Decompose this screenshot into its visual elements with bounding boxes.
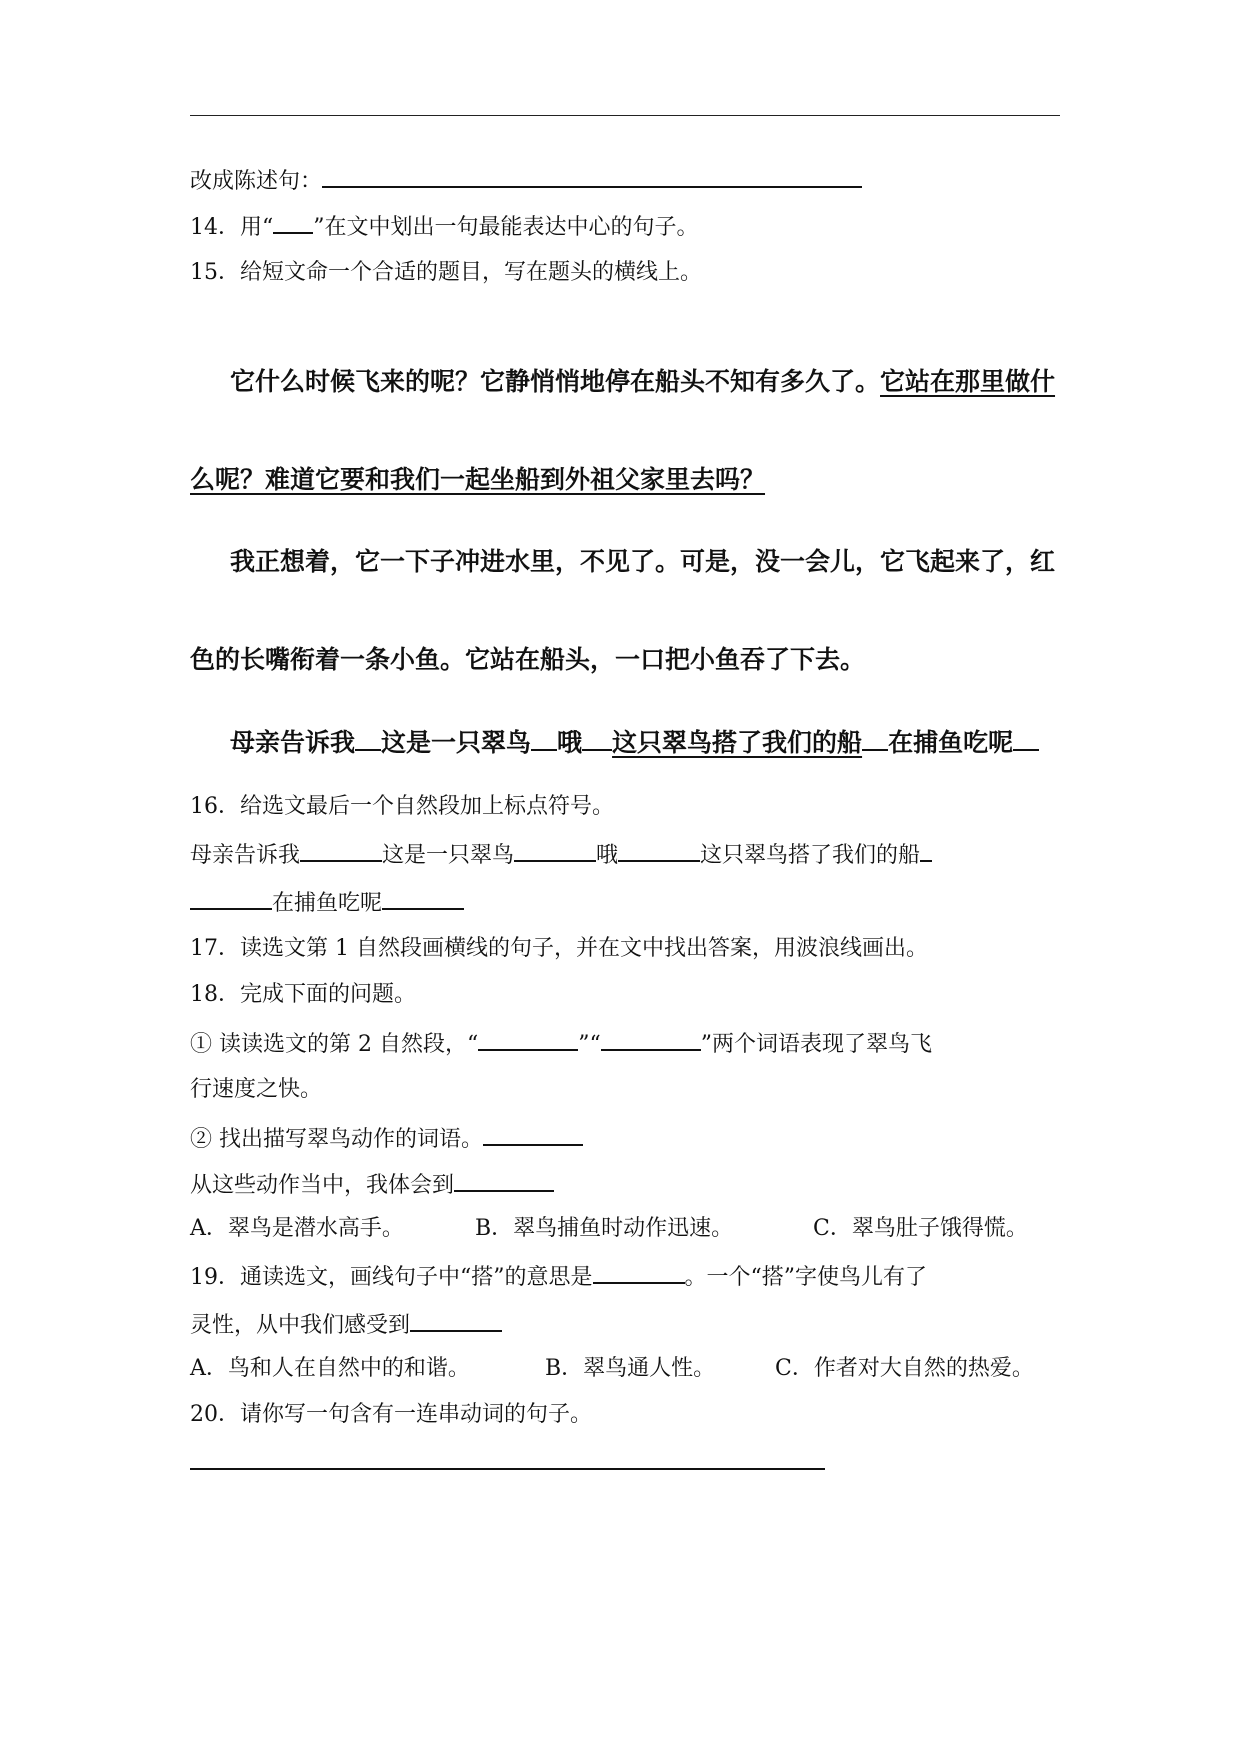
q18-option-c[interactable]: C．翠鸟肚子饿得慌。 bbox=[813, 1216, 1028, 1241]
q20-answer-line bbox=[190, 1446, 825, 1479]
passage-p3-b: 这是一只翠鸟 bbox=[381, 728, 532, 757]
passage-p3-blank-5 bbox=[1013, 725, 1039, 751]
q18-s3: 从这些动作当中，我体会到 bbox=[190, 1173, 455, 1198]
q18-s1-line1 bbox=[190, 1027, 932, 1060]
q19-c: 灵性，从中我们感受到 bbox=[190, 1313, 411, 1338]
q16-c: 哦 bbox=[596, 843, 619, 868]
q14-post: ”在文中划出一句最能表达中心的句子。 bbox=[313, 215, 699, 240]
q14-num: 14． bbox=[190, 215, 240, 240]
q18-options bbox=[190, 1214, 1028, 1244]
q16-blank-5[interactable] bbox=[382, 886, 464, 910]
passage-p3-a: 母亲告诉我 bbox=[230, 728, 356, 757]
q13-line bbox=[190, 164, 862, 197]
passage-p3-d: 这只翠鸟搭了我们的船 bbox=[612, 728, 863, 757]
passage-p3-blank-4 bbox=[862, 725, 888, 751]
q17-line: 17．读选文第 1 自然段画横线的句子，并在文中找出答案，用波浪线画出。 bbox=[190, 936, 928, 961]
q18-s1-c: ”两个词语表现了翠鸟飞 bbox=[700, 1032, 932, 1057]
passage-p3-blank-1 bbox=[355, 725, 381, 751]
q18-blank-3[interactable] bbox=[483, 1122, 583, 1146]
q19-line2 bbox=[190, 1308, 502, 1341]
q18-s2: ② 找出描写翠鸟动作的词语。 bbox=[190, 1127, 483, 1152]
q18-s1-line2: 行速度之快。 bbox=[190, 1077, 323, 1102]
q16-a: 母亲告诉我 bbox=[190, 843, 301, 868]
q16-d: 这只翠鸟搭了我们的船 bbox=[700, 843, 921, 868]
q16-blank-3[interactable] bbox=[618, 838, 700, 862]
q18-blank-2[interactable] bbox=[601, 1027, 701, 1051]
passage-p2-line1 bbox=[190, 545, 1055, 579]
passage-p3-blank-3 bbox=[582, 725, 612, 751]
q18-s1-b: ”“ bbox=[578, 1032, 601, 1057]
passage-p2-text-1: 我正想着，它一下子冲进水里，不见了。可是，没一会儿，它飞起来了，红 bbox=[230, 547, 1056, 576]
q13-answer-blank[interactable] bbox=[322, 164, 862, 188]
q19-option-c[interactable]: C．作者对大自然的热爱。 bbox=[775, 1356, 1034, 1381]
q18-line: 18．完成下面的问题。 bbox=[190, 982, 416, 1007]
q19-blank-1[interactable] bbox=[593, 1260, 685, 1284]
q18-blank-1[interactable] bbox=[478, 1027, 578, 1051]
passage-p1-sentence: 它什么时候飞来的呢？它静悄悄地停在船头不知有多久了。 bbox=[230, 367, 881, 396]
q15-line: 15．给短文命一个合适的题目，写在题头的横线上。 bbox=[190, 260, 702, 285]
passage-p1-underlined-2: 么呢？难道它要和我们一起坐船到外祖父家里去吗？ bbox=[190, 465, 766, 494]
q18-option-a[interactable]: A．翠鸟是潜水高手。 bbox=[190, 1216, 404, 1241]
q20-line: 20．请你写一句含有一连串动词的句子。 bbox=[190, 1402, 592, 1427]
q18-s3-line bbox=[190, 1168, 554, 1201]
passage-p1-line2 bbox=[190, 463, 765, 497]
passage-p2-line2: 色的长嘴衔着一条小鱼。它站在船头，一口把小鱼吞了下去。 bbox=[190, 645, 866, 674]
passage-p3-line bbox=[190, 725, 1039, 760]
q16-blank-4b[interactable] bbox=[190, 886, 272, 910]
q14-line bbox=[190, 210, 699, 243]
q14-mark-blank bbox=[273, 210, 313, 234]
q19-line1 bbox=[190, 1260, 927, 1293]
q19-option-a[interactable]: A．鸟和人在自然中的和谐。 bbox=[190, 1356, 470, 1381]
q16-blank-4a[interactable] bbox=[920, 838, 932, 862]
q19-a: 19．通读选文，画线句子中“搭”的意思是 bbox=[190, 1265, 593, 1290]
q14-pre: 用“ bbox=[240, 215, 274, 240]
q18-option-b[interactable]: B．翠鸟捕鱼时动作迅速。 bbox=[475, 1216, 734, 1241]
passage-p1-line1 bbox=[190, 365, 1055, 399]
q16-blank-1[interactable] bbox=[300, 838, 382, 862]
q16-fill-line2 bbox=[190, 886, 464, 919]
q20-answer-blank[interactable] bbox=[190, 1446, 825, 1470]
q19-option-b[interactable]: B．翠鸟通人性。 bbox=[545, 1356, 716, 1381]
passage-p3-blank-2 bbox=[531, 725, 557, 751]
q16-e: 在捕鱼吃呢 bbox=[272, 891, 383, 916]
q16-b: 这是一只翠鸟 bbox=[382, 843, 515, 868]
q16-blank-2[interactable] bbox=[514, 838, 596, 862]
q19-blank-2[interactable] bbox=[410, 1308, 502, 1332]
q18-s2-line bbox=[190, 1122, 583, 1155]
q13-label: 改成陈述句： bbox=[190, 169, 323, 194]
q18-blank-4[interactable] bbox=[454, 1168, 554, 1192]
q18-s1-a: ① 读读选文的第 2 自然段，“ bbox=[190, 1032, 479, 1057]
header-rule bbox=[190, 115, 1060, 116]
q16-line: 16．给选文最后一个自然段加上标点符号。 bbox=[190, 794, 614, 819]
q19-b: 。一个“搭”字使鸟儿有了 bbox=[684, 1265, 927, 1290]
passage-p3-c: 哦 bbox=[557, 728, 583, 757]
passage-p1-underlined-1: 它站在那里做什 bbox=[880, 367, 1056, 396]
q19-options bbox=[190, 1354, 1034, 1384]
q16-fill-line1 bbox=[190, 838, 932, 871]
passage-p3-e: 在捕鱼吃呢 bbox=[888, 728, 1014, 757]
